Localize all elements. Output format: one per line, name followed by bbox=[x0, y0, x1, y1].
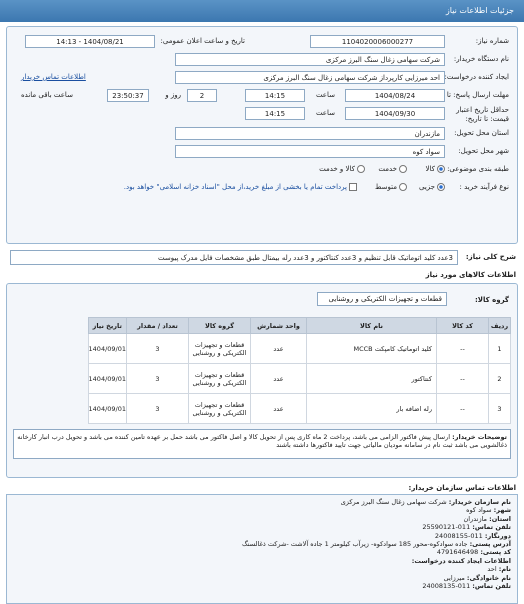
announce-label: تاریخ و ساعت اعلان عمومی: bbox=[160, 37, 245, 45]
description-field[interactable]: 3عدد کلید اتوماتیک قابل تنظیم و 3عدد کنتاکتور و 3عدد رله بیمتال طبق مشخصات فایل مدرک پیوست bbox=[10, 250, 458, 265]
row-date: 1404/09/01 bbox=[88, 364, 126, 394]
contact-line: نام: احد bbox=[487, 565, 511, 574]
category-option-goods[interactable]: کالا bbox=[426, 165, 445, 173]
col-qty: تعداد / مقدار bbox=[127, 318, 189, 334]
radio-icon bbox=[399, 183, 407, 191]
col-date: تاریخ نیاز bbox=[88, 318, 126, 334]
category-label: طبقه بندی موضوعی: bbox=[447, 165, 509, 173]
row-unit: عدد bbox=[251, 364, 307, 394]
radio-icon bbox=[357, 165, 365, 173]
contact-line: تلفن تماس: 011-24008135 bbox=[422, 582, 511, 591]
row-date: 1404/09/01 bbox=[88, 334, 126, 364]
purchase-type-label: نوع فرآیند خرید : bbox=[459, 183, 509, 191]
radio-icon bbox=[437, 183, 445, 191]
goods-group-field[interactable]: قطعات و تجهیزات الکتریکی و روشنایی bbox=[317, 292, 447, 306]
row-qty: 3 bbox=[127, 364, 189, 394]
row-unit: عدد bbox=[251, 334, 307, 364]
contact-line: اطلاعات ایجاد کننده درخواست: bbox=[411, 556, 511, 565]
reply-date-field[interactable]: 1404/08/24 bbox=[345, 89, 445, 102]
row-group: قطعات و تجهیزات الکتریکی و روشنایی bbox=[189, 394, 251, 424]
contact-line: آدرس پستی: جاده سوادکوه-محور 185 سوادکوه- زیرآب کیلومتر 1 جاده آلاشت -شرکت ذغالسنگ bbox=[241, 540, 511, 549]
row-index: 1 bbox=[489, 334, 511, 364]
need-info-form bbox=[6, 26, 518, 244]
price-validity-label-1: حداقل تاریخ اعتبار bbox=[456, 106, 509, 114]
row-group: قطعات و تجهیزات الکتریکی و روشنایی bbox=[189, 364, 251, 394]
creator-label: ایجاد کننده درخواست: bbox=[444, 73, 509, 81]
description-row bbox=[6, 250, 518, 266]
row-name: رله اضافه بار bbox=[307, 394, 437, 424]
col-name: نام کالا bbox=[307, 318, 437, 334]
col-row: ردیف bbox=[489, 318, 511, 334]
row-group: قطعات و تجهیزات الکتریکی و روشنایی bbox=[189, 334, 251, 364]
row-qty: 3 bbox=[127, 334, 189, 364]
col-unit: واحد شمارش bbox=[251, 318, 307, 334]
purchase-option-medium[interactable]: متوسط bbox=[375, 183, 407, 191]
row-index: 2 bbox=[489, 364, 511, 394]
contact-section-title: اطلاعات تماس سازمان خریدار: bbox=[408, 484, 516, 492]
table-row[interactable] bbox=[88, 394, 510, 424]
row-name: کنتاکتور bbox=[307, 364, 437, 394]
row-code: -- bbox=[437, 334, 489, 364]
buyer-notes-text: ارسال پیش فاکتور الزامی می باشد، پرداخت 2 ماه کاری پس از تحویل کالا و اصل فاکتور می باشد حمل بر عهده تامین کننده می باشد و تحویل درب انبار کارخانه ذغالشویی می باشد ثبت نام در سامانه مودیان مالیاتی جهت تایید فاکتورها داشته باشند bbox=[17, 433, 507, 449]
contact-line: کد پستی: 4791646498 bbox=[436, 548, 511, 557]
buyer-notes-label: توضیحات خریدار: bbox=[452, 433, 507, 441]
reply-deadline-label: مهلت ارسال پاسخ: تا bbox=[446, 91, 509, 99]
table-header-row bbox=[88, 318, 510, 334]
row-index: 3 bbox=[489, 394, 511, 424]
validity-date-field[interactable]: 1404/09/30 bbox=[345, 107, 445, 120]
buyer-label: نام دستگاه خریدار: bbox=[453, 55, 509, 63]
need-number-label: شماره نیاز: bbox=[475, 37, 509, 45]
goods-panel bbox=[6, 283, 518, 478]
buyer-contact-link[interactable]: اطلاعات تماس خریدار bbox=[21, 73, 86, 81]
row-date: 1404/09/01 bbox=[88, 394, 126, 424]
contact-line: تلفن تماس: 011-25590121 bbox=[422, 523, 511, 532]
row-unit: عدد bbox=[251, 394, 307, 424]
contact-line: استان: مازندران bbox=[463, 514, 511, 523]
col-code: کد کالا bbox=[437, 318, 489, 334]
category-option-service[interactable]: خدمت bbox=[378, 165, 407, 173]
days-field[interactable]: 2 bbox=[187, 89, 217, 102]
creator-field[interactable]: احد میرزایی کارپرداز شرکت سهامی زغال سنگ البرز مرکزی bbox=[175, 71, 445, 84]
goods-table bbox=[88, 317, 511, 424]
col-group: گروه کالا bbox=[189, 318, 251, 334]
buyer-field[interactable]: شرکت سهامی زغال سنگ البرز مرکزی bbox=[175, 53, 445, 66]
city-label: شهر محل تحویل: bbox=[458, 147, 509, 155]
province-label: استان محل تحویل: bbox=[454, 129, 509, 137]
contact-line: نام سازمان خریدار: شرکت سهامی زغال سنگ البرز مرکزی bbox=[340, 498, 511, 506]
contact-line: شهر: سواد کوه bbox=[466, 506, 511, 515]
validity-time-label: ساعت bbox=[315, 109, 335, 117]
purchase-option-partial[interactable]: جزیی bbox=[419, 183, 445, 191]
row-name: کلید اتوماتیک کامپکت MCCB bbox=[307, 334, 437, 364]
table-row[interactable] bbox=[88, 334, 510, 364]
contact-panel bbox=[6, 494, 518, 604]
need-number-field[interactable]: 1104020006000277 bbox=[310, 35, 445, 48]
row-code: -- bbox=[437, 394, 489, 424]
contact-line: نام خانوادگی: میرزایی bbox=[443, 573, 511, 582]
price-validity-label-2: قیمت: تا تاریخ: bbox=[465, 115, 509, 123]
reply-time-field[interactable]: 14:15 bbox=[245, 89, 305, 102]
radio-icon bbox=[437, 165, 445, 173]
treasury-payment-note[interactable]: پرداخت تمام یا بخشی از مبلغ خرید،از محل "اسناد خزانه اسلامی" خواهد بود. bbox=[124, 183, 357, 191]
buyer-notes bbox=[13, 429, 511, 459]
remaining-time-field[interactable]: 23:50:37 bbox=[107, 89, 149, 102]
reply-time-label: ساعت bbox=[315, 91, 335, 99]
remaining-label: ساعت باقی مانده bbox=[21, 91, 73, 99]
table-row[interactable] bbox=[88, 364, 510, 394]
checkbox-icon bbox=[349, 183, 357, 191]
goods-section-title: اطلاعات کالاهای مورد نیاز bbox=[425, 271, 516, 279]
row-qty: 3 bbox=[127, 394, 189, 424]
validity-time-field[interactable]: 14:15 bbox=[245, 107, 305, 120]
days-and-label: روز و bbox=[165, 91, 181, 99]
page-header bbox=[0, 0, 524, 22]
goods-group-label: گروه کالا: bbox=[474, 296, 509, 304]
radio-icon bbox=[399, 165, 407, 173]
category-option-both[interactable]: کالا و خدمت bbox=[319, 165, 365, 173]
row-code: -- bbox=[437, 364, 489, 394]
description-label: شرح کلی نیاز: bbox=[465, 253, 516, 261]
contact-line: دورنگار: 011-24008155 bbox=[434, 531, 511, 540]
province-field[interactable]: مازندران bbox=[175, 127, 445, 140]
page-title: جزئیات اطلاعات نیاز bbox=[445, 6, 514, 15]
city-field[interactable]: سواد کوه bbox=[175, 145, 445, 158]
announce-field[interactable]: 1404/08/21 - 14:13 bbox=[25, 35, 155, 48]
